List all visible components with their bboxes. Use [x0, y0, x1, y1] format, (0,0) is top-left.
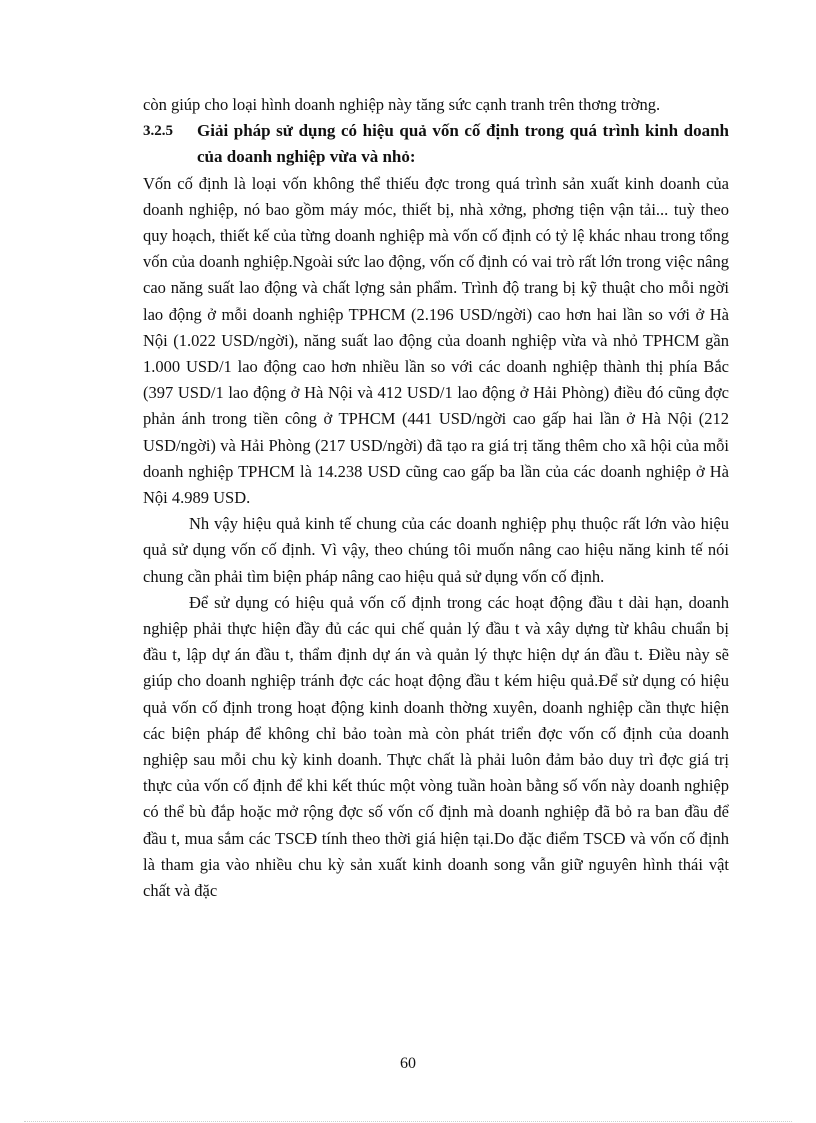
- page-number: 60: [400, 1055, 416, 1072]
- page-bottom-rule: [24, 1121, 792, 1122]
- paragraph-2: Nh vậy hiệu quả kinh tế chung của các doanh nghiệp phụ thuộc rất lớn vào hiệu quả sử dụng vốn cố định. Vì vậy, theo chúng tôi muốn nâng cao hiệu năng kinh tế nói chung cần phải tìm biện pháp nâng cao hiệu quả sử dụng vốn cố định.: [143, 514, 729, 586]
- section-heading: [143, 118, 729, 170]
- section-title: Giải pháp sử dụng có hiệu quả vốn cố định trong quá trình kinh doanh của doanh nghiệp vừa và nhỏ:: [197, 121, 729, 167]
- paragraph-3: Để sử dụng có hiệu quả vốn cố định trong các hoạt động đầu t dài hạn, doanh nghiệp phải thực hiện đầy đủ các qui chế quản lý đầu t và xây dựng từ khâu chuẩn bị đầu t, lập dự án đầu t, thẩm định dự án và quản lý thực hiện dự án đầu t. Điều này sẽ giúp cho doanh nghiệp tránh đợc các hoạt động đầu t kém hiệu quả.Để sử dụng có hiệu quả vốn cố định trong hoạt động kinh doanh thờng xuyên, doanh nghiệp cần thực hiện các biện pháp để không chỉ bảo toàn mà còn phát triển đợc vốn cố định của doanh nghiệp sau mỗi chu kỳ kinh doanh. Thực chất là phải luôn đảm bảo duy trì đợc giá trị thực của vốn cố định để khi kết thúc một vòng tuần hoàn bằng số vốn này doanh nghiệp có thể bù đắp hoặc mở rộng đợc số vốn cố định mà doanh nghiệp đã bỏ ra ban đầu để đầu t, mua sắm các TSCĐ tính theo thời giá hiện tại.Do đặc điểm TSCĐ và vốn cố định là tham gia vào nhiều chu kỳ sản xuất kinh doanh song vẫn giữ nguyên hình thái vật chất và đặc: [143, 592, 729, 901]
- section-number: 3.2.5: [143, 123, 173, 140]
- body-text: [143, 92, 729, 904]
- paragraph-1: Vốn cố định là loại vốn không thể thiếu đợc trong quá trình sản xuất kinh doanh của doanh nghiệp, nó bao gồm máy móc, thiết bị, nhà xởng, phơng tiện vận tải... tuỳ theo quy hoạch, thiết kế của từng doanh nghiệp mà vốn cố định có tỷ lệ khác nhau trong tổng vốn của doanh nghiệp.Ngoài sức lao động, vốn cố định có vai trò rất lớn trong việc nâng cao năng suất lao động và chất lợng sản phẩm. Trình độ trang bị kỹ thuật cho mỗi ngời lao động ở mỗi doanh nghiệp TPHCM (2.196 USD/ngời) cao hơn hai lần so với ở Hà Nội (1.022 USD/ngời), năng suất lao động của doanh nghiệp vừa và nhỏ TPHCM gần 1.000 USD/1 lao động cao hơn nhiều lần so với các doanh nghiệp thành thị phía Bắc (397 USD/1 lao động ở Hà Nội và 412 USD/1 lao động ở Hải Phòng) điều đó cũng đợc phản ánh trong tiền công ở TPHCM (441 USD/ngời cao gấp hai lần ở Hà Nội (212 USD/ngời) và Hải Phòng (217 USD/ngời) đã tạo ra giá trị tăng thêm cho xã hội của mỗi doanh nghiệp TPHCM là 14.238 USD cũng cao gấp ba lần của các doanh nghiệp ở Hà Nội 4.989 USD.: [143, 173, 729, 508]
- intro-paragraph: còn giúp cho loại hình doanh nghiệp này tăng sức cạnh tranh trên thơng trờng.: [143, 95, 661, 114]
